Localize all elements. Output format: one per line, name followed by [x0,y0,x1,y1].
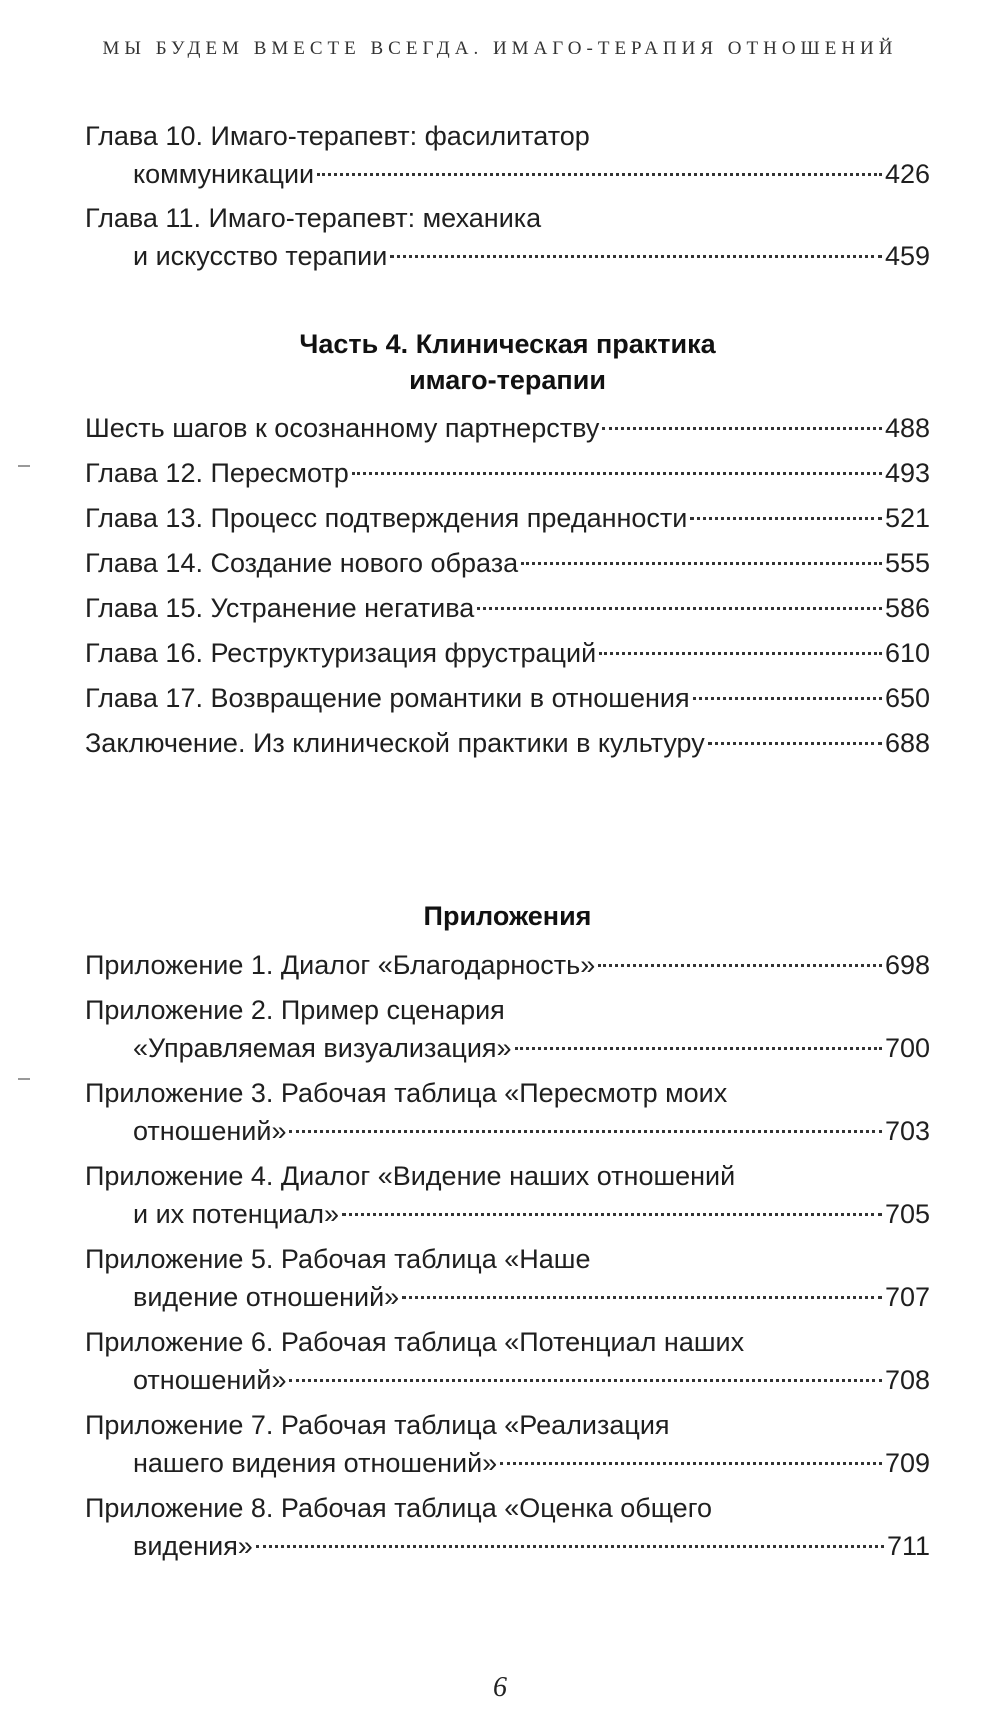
leader-dots [289,1379,881,1382]
entry-page-number: 698 [884,950,930,980]
entry-text: Приложение 1. Диалог «Благодарность» [85,950,596,980]
entry-text: Приложение 2. Пример сценария [85,995,505,1025]
toc-entry[interactable] [85,117,930,193]
leader-dots [599,652,882,655]
toc-appendices [85,898,930,1565]
entry-page-number: 705 [884,1199,930,1229]
entry-text: Приложение 8. Рабочая таблица «Оценка общего [85,1493,712,1523]
margin-mark [18,465,30,467]
toc-part4 [85,326,930,762]
toc-entry[interactable] [85,544,930,582]
leader-dots [602,427,882,430]
toc-entry[interactable] [85,1240,930,1316]
section-title-line: Часть 4. Клиническая практика [299,329,716,359]
toc-entry[interactable] [85,454,930,492]
entry-text: Заключение. Из клинической практики в культуру [85,728,705,758]
leader-dots [256,1545,884,1548]
toc-entry[interactable] [85,1323,930,1399]
entry-page-number: 521 [884,503,930,533]
toc-part3-tail [85,117,930,275]
entry-text: Глава 12. Пересмотр [85,458,349,488]
toc-entry[interactable] [85,199,930,275]
entry-text: Глава 10. Имаго-терапевт: фасилитатор [85,121,590,151]
entry-text: и искусство терапии [133,241,388,271]
entry-text: Глава 16. Реструктуризация фрустраций [85,638,597,668]
entry-text: отношений» [133,1365,287,1395]
entry-text: видение отношений» [133,1282,400,1312]
leader-dots [690,517,882,520]
leader-dots [598,964,882,967]
leader-dots [477,607,882,610]
entry-page-number: 459 [884,241,930,271]
entry-page-number: 707 [884,1282,930,1312]
entry-text: и их потенциал» [133,1199,340,1229]
section-title-line: имаго-терапии [409,365,606,395]
entry-text: Приложение 6. Рабочая таблица «Потенциал наших [85,1327,745,1357]
toc-entry[interactable] [85,946,930,984]
entry-text: «Управляемая визуализация» [133,1033,512,1063]
entry-page-number: 488 [884,413,930,443]
entry-text: Приложение 5. Рабочая таблица «Наше [85,1244,591,1274]
leader-dots [390,255,882,258]
entry-text: нашего видения отношений» [133,1448,498,1478]
section-title [85,326,930,398]
toc-entry[interactable] [85,634,930,672]
entry-page-number: 708 [884,1365,930,1395]
entry-text: коммуникации [133,159,315,189]
toc-entry[interactable] [85,1406,930,1482]
entry-page-number: 555 [884,548,930,578]
entry-text: Глава 11. Имаго-терапевт: механика [85,203,542,233]
entry-text: Приложение 3. Рабочая таблица «Пересмотр моих [85,1078,728,1108]
leader-dots [342,1213,882,1216]
section-title: Приложения [423,901,592,931]
entry-page-number: 610 [884,638,930,668]
toc-entry[interactable] [85,991,930,1067]
entry-text: Глава 15. Устранение негатива [85,593,475,623]
entry-page-number: 711 [886,1531,930,1561]
toc-entry[interactable] [85,679,930,717]
entry-text: Глава 17. Возвращение романтики в отношения [85,683,690,713]
toc-entry[interactable] [85,409,930,447]
toc-entry[interactable] [85,499,930,537]
entry-text: отношений» [133,1116,287,1146]
entry-page-number: 703 [884,1116,930,1146]
entry-page-number: 650 [884,683,930,713]
entry-page-number: 688 [884,728,930,758]
entry-text: видения» [133,1531,253,1561]
leader-dots [500,1462,882,1465]
page-number: 6 [493,1672,507,1703]
leader-dots [515,1047,882,1050]
entry-text: Глава 13. Процесс подтверждения преданности [85,503,688,533]
leader-dots [708,742,882,745]
leader-dots [521,562,882,565]
leader-dots [352,472,882,475]
entry-text: Шесть шагов к осознанному партнерству [85,413,600,443]
entry-text: Глава 14. Создание нового образа [85,548,519,578]
toc-entry[interactable] [85,589,930,627]
leader-dots [693,697,882,700]
leader-dots [317,173,882,176]
entry-text: Приложение 7. Рабочая таблица «Реализация [85,1410,670,1440]
entry-page-number: 709 [884,1448,930,1478]
toc-entry[interactable] [85,1489,930,1565]
leader-dots [402,1296,882,1299]
entry-page-number: 586 [884,593,930,623]
entry-page-number: 700 [884,1033,930,1063]
toc-entry[interactable] [85,1074,930,1150]
leader-dots [289,1130,881,1133]
running-head: МЫ БУДЕМ ВМЕСТЕ ВСЕГДА. ИМАГО-ТЕРАПИЯ ОТНОШЕНИЙ [102,38,898,59]
entry-page-number: 426 [884,159,930,189]
margin-mark [18,1078,30,1080]
toc-entry[interactable] [85,1157,930,1233]
toc-entry[interactable] [85,724,930,762]
entry-page-number: 493 [884,458,930,488]
entry-text: Приложение 4. Диалог «Видение наших отношений [85,1161,736,1191]
